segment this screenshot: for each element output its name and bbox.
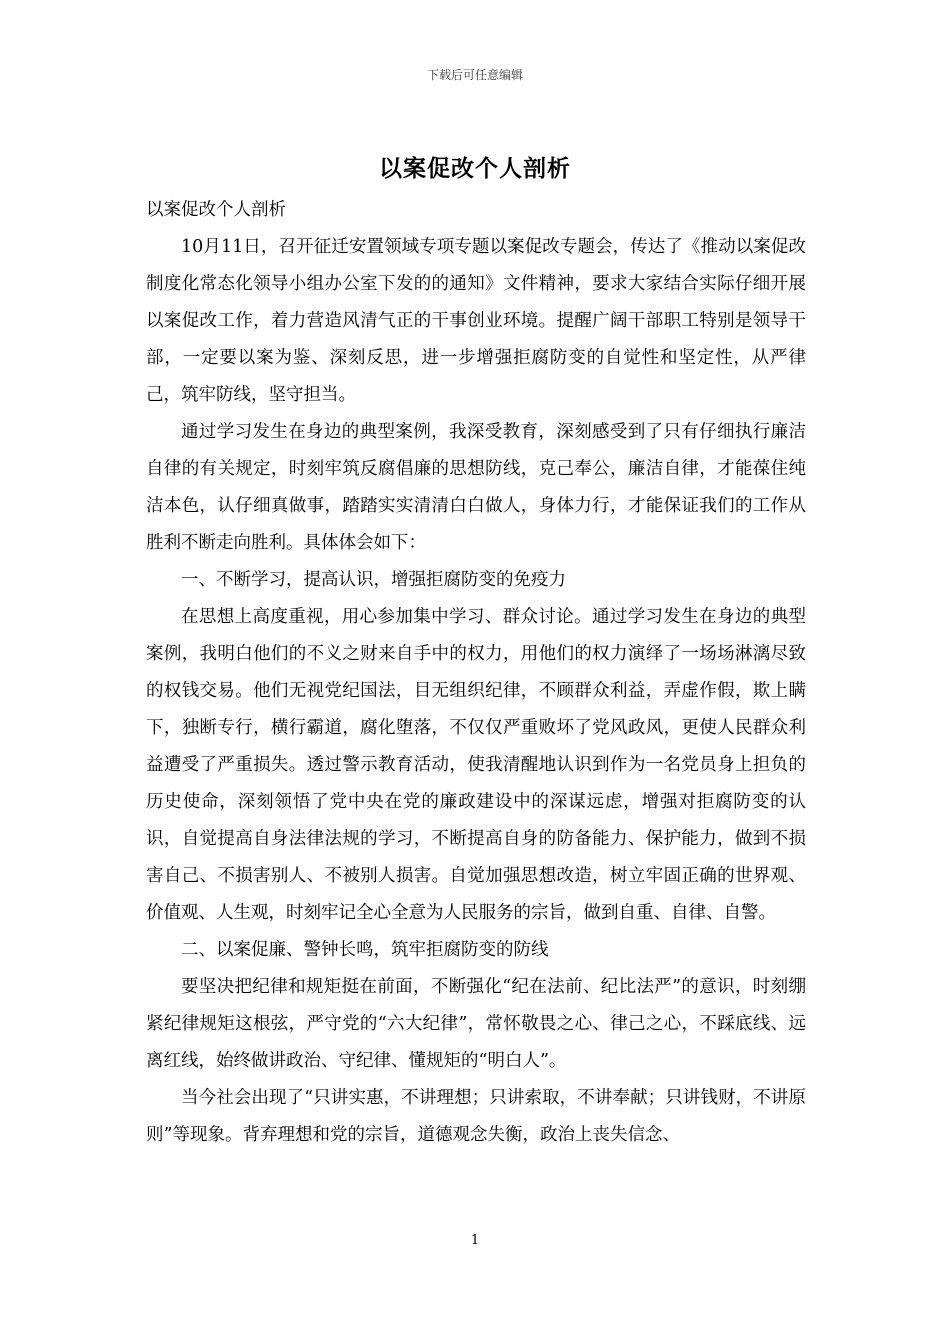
section-heading-1: 一、不断学习，提高认识，增强拒腐防变的免疫力 bbox=[181, 570, 566, 590]
document-body bbox=[146, 192, 806, 1154]
page-header: 下载后可任意编辑 bbox=[426, 68, 523, 82]
paragraph-3: 在思想上高度重视，用心参加集中学习、群众讨论。通过学习发生在身边的典型案例，我明白他们的不义之财来自手中的权力，用他们的权力演绎了一场场淋漓尽致的权钱交易。他们无视党纪国法，目无组织纪律，不顾群众利益，弄虚作假，欺上瞒下，独断专行，横行霸道，腐化堕落，不仅仅严重败坏了党风政风，更使人民群众利益遭受了严重损失。透过警示教育活动，使我清醒地认识到作为一名党员身上担负的历史使命，深刻领悟了党中央在党的廉政建设中的深谋远虑，增强对拒腐防变的认识，自觉提高自身法律法规的学习，不断提高自身的防备能力、保护能力，做到不损害自己、不损害别人、不被别人损害。自觉加强思想改造，树立牢固正确的世界观、价值观、人生观，时刻牢记全心全意为人民服务的宗旨，做到自重、自律、自警。 bbox=[146, 607, 806, 923]
page-number: 1 bbox=[470, 1233, 480, 1248]
section-heading-2: 二、以案促廉、警钟长鸣，筑牢拒腐防变的防线 bbox=[181, 940, 549, 960]
paragraph-4: 要坚决把纪律和规矩挺在前面，不断强化“纪在法前、纪比法严”的意识，时刻绷紧纪律规矩这根弦，严守党的“六大纪律”，常怀敬畏之心、律己之心，不踩底线、远离红线，始终做讲政治、守纪律、懂规矩的“明白人”。 bbox=[146, 977, 806, 1071]
paragraph-2: 通过学习发生在身边的典型案例，我深受教育，深刻感受到了只有仔细执行廉洁自律的有关规定，时刻牢筑反腐倡廉的思想防线，克己奉公，廉洁自律，才能葆住纯洁本色，认仔细真做事，踏踏实实清清白白做人，身体力行，才能保证我们的工作从胜利不断走向胜利。具体体会如下： bbox=[146, 422, 806, 553]
subtitle-line: 以案促改个人剖析 bbox=[146, 200, 286, 220]
paragraph-1: 10月11日，召开征迁安置领域专项专题以案促改专题会，传达了《推动以案促改制度化常态化领导小组办公室下发的的通知》文件精神，要求大家结合实际仔细开展以案促改工作，着力营造风清气正的干事创业环境。提醒广阔干部职工特别是领导干部，一定要以案为鉴、深刻反思，进一步增强拒腐防变的自觉性和坚定性，从严律己，筑牢防线，坚守担当。 bbox=[146, 237, 806, 405]
paragraph-5: 当今社会出现了“只讲实惠，不讲理想；只讲索取，不讲奉献；只讲钱财，不讲原则”等现象。背弃理想和党的宗旨，道德观念失衡，政治上丧失信念、 bbox=[146, 1088, 806, 1145]
document-title: 以案促改个人剖析 bbox=[379, 155, 571, 182]
